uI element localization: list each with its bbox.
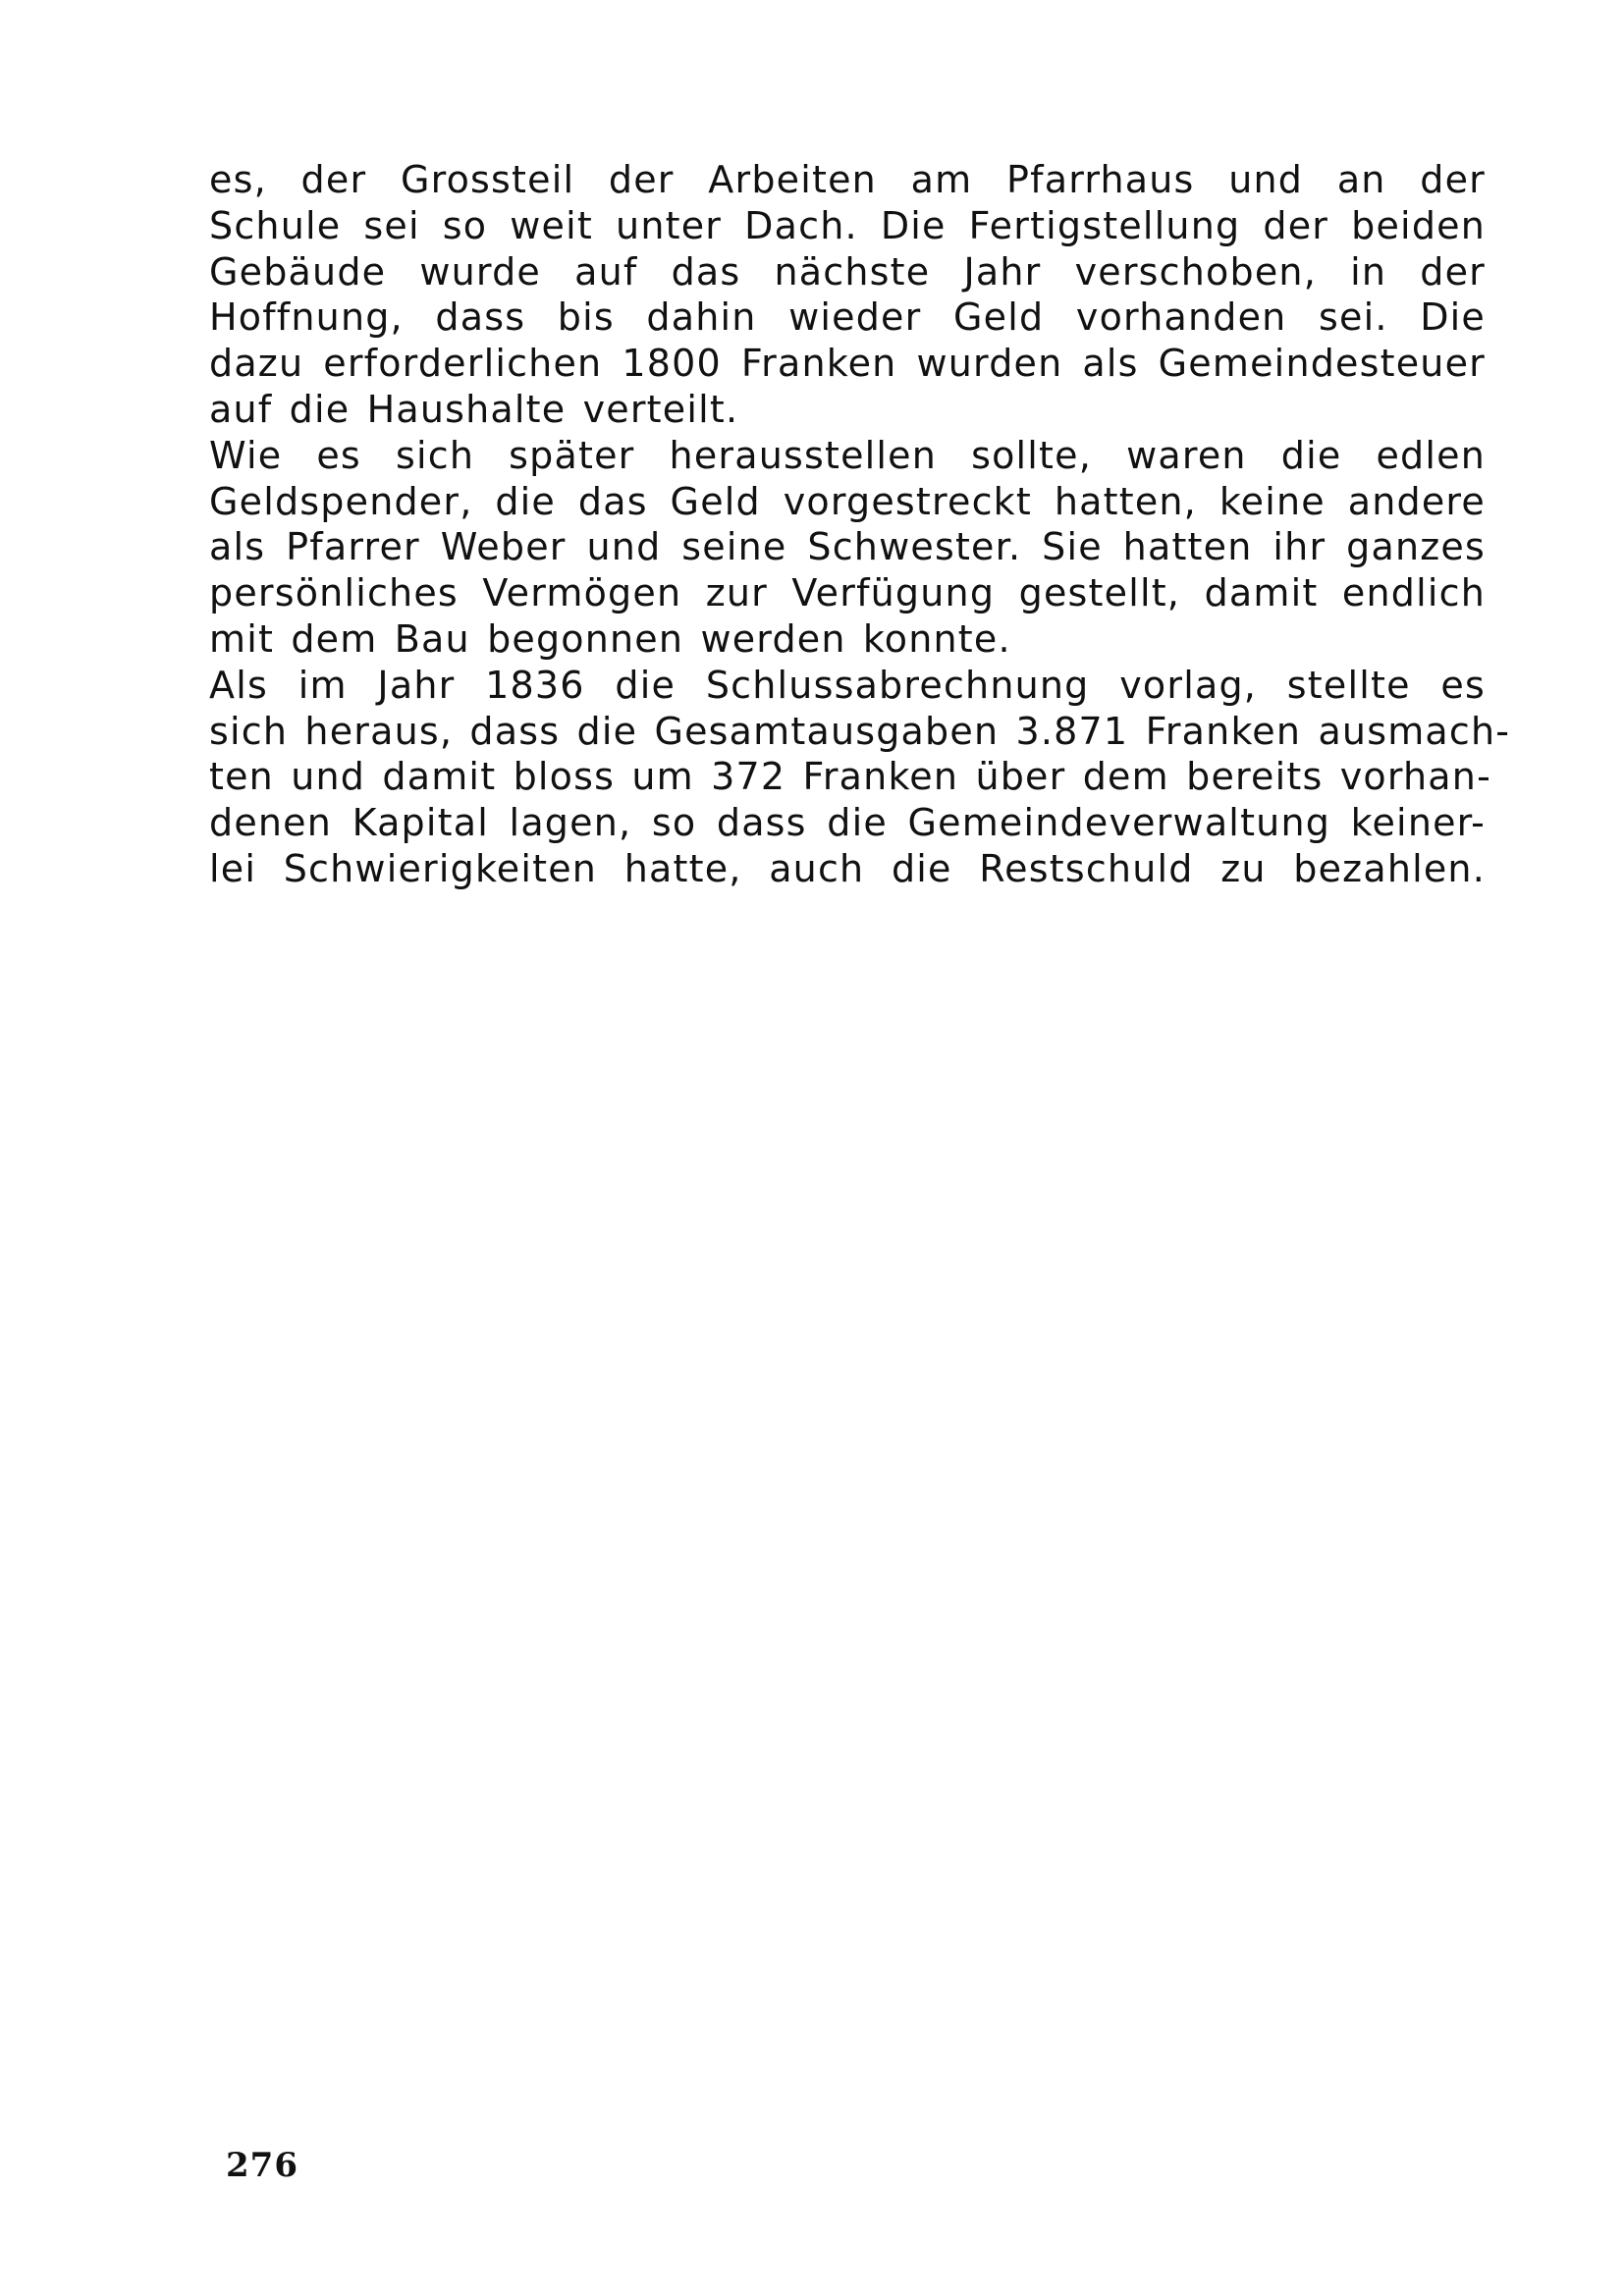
page-number: 276	[226, 2146, 298, 2185]
text-line: lei Schwierigkeiten hatte, auch die Restschuld zu bezahlen.	[209, 846, 1486, 890]
text-line: auf die Haushalte verteilt.	[209, 387, 739, 431]
text-line: mit dem Bau begonnen werden konnte.	[209, 616, 1011, 661]
text-line: Gebäude wurde auf das nächste Jahr verschoben, in der	[209, 249, 1486, 294]
text-line: Schule sei so weit unter Dach. Die Fertigstellung der beiden	[209, 203, 1486, 247]
text-line: Geldspender, die das Geld vorgestreckt hatten, keine andere	[209, 479, 1486, 523]
text-line: persönliches Vermögen zur Verfügung gestellt, damit endlich	[209, 571, 1486, 615]
text-line: dazu erforderlichen 1800 Franken wurden als Gemeindesteuer	[209, 342, 1486, 386]
text-line: Als im Jahr 1836 die Schlussabrechnung vorlag, stellte es	[209, 663, 1486, 707]
text-line: Hoffnung, dass bis dahin wieder Geld vorhanden sei. Die	[209, 295, 1486, 340]
text-line: als Pfarrer Weber und seine Schwester. Sie hatten ihr ganzes	[209, 525, 1486, 569]
text-line: es, der Grossteil der Arbeiten am Pfarrhaus und an der	[209, 158, 1486, 201]
text-line: denen Kapital lagen, so dass die Gemeindeverwaltung keiner-	[209, 801, 1486, 845]
text-line: Wie es sich später herausstellen sollte, waren die edlen	[209, 433, 1486, 477]
text-line: sich heraus, dass die Gesamtausgaben 3.871 Franken ausmach-	[209, 709, 1511, 753]
body-text	[209, 157, 1511, 892]
text-line: ten und damit bloss um 372 Franken über dem bereits vorhan-	[209, 755, 1491, 799]
